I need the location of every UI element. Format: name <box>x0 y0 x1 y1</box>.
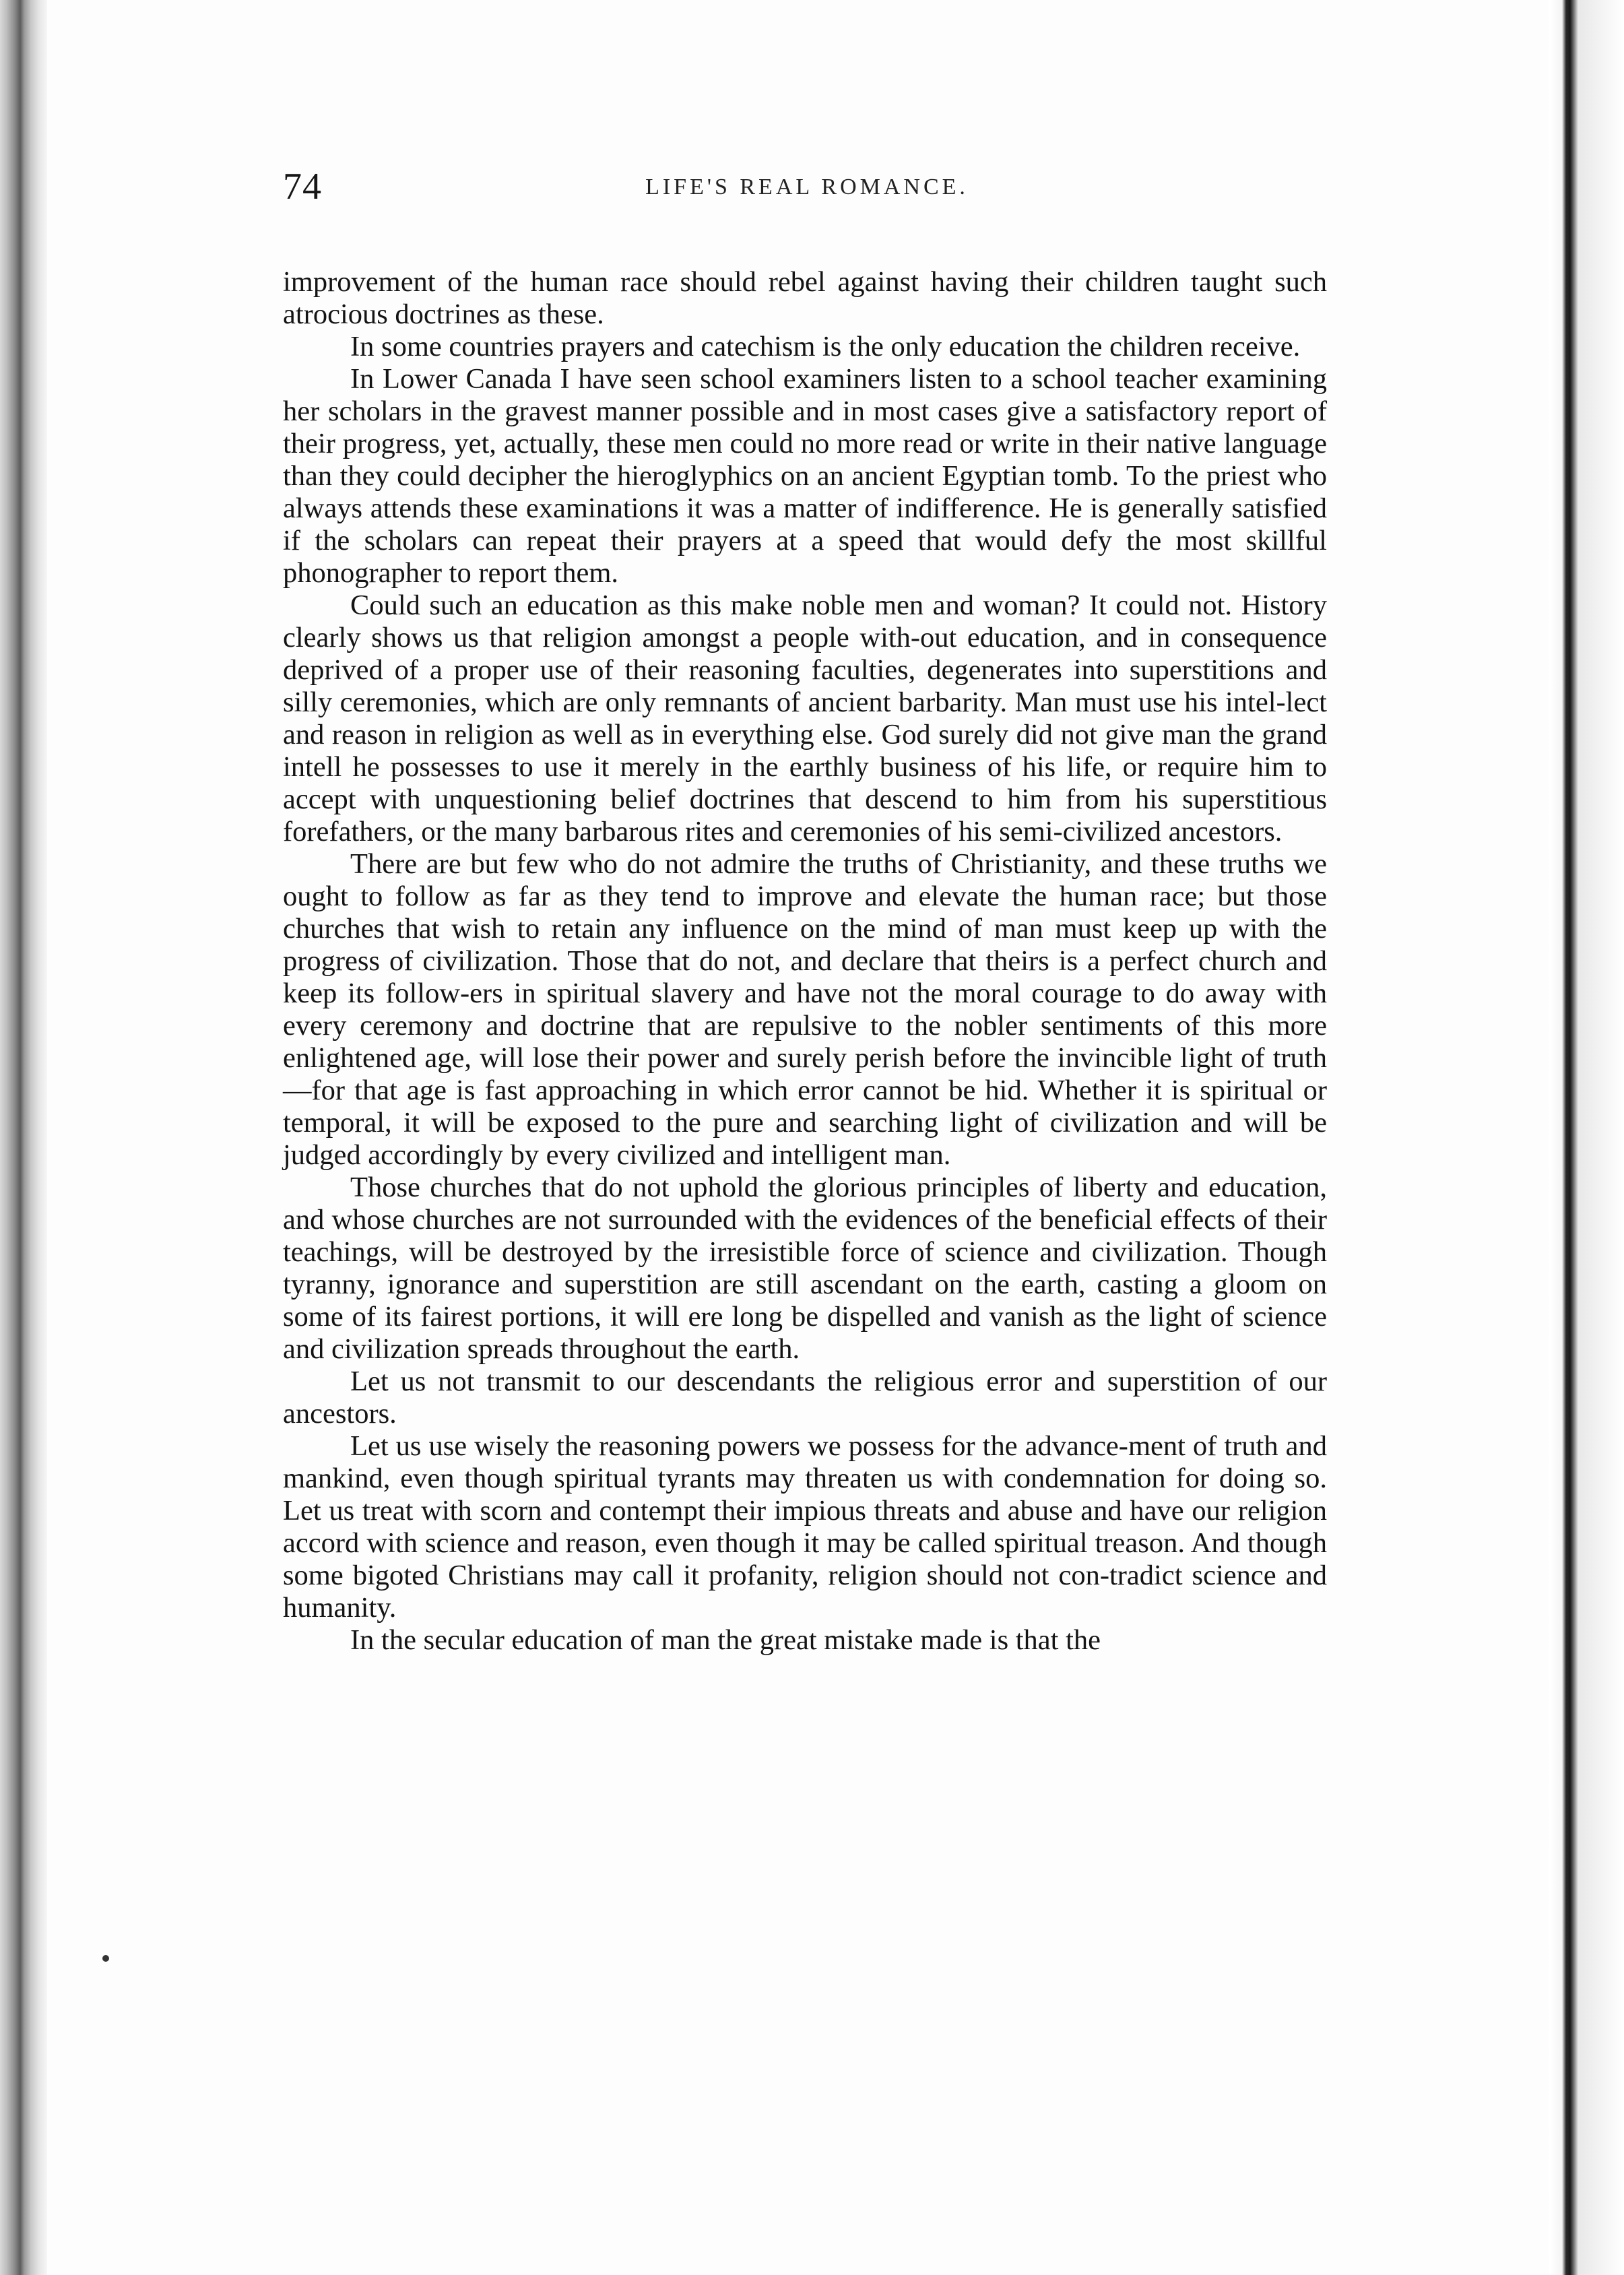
body-text <box>283 266 1327 1657</box>
right-binding-edge <box>1550 0 1624 2275</box>
paragraph: Could such an education as this make noble men and woman? It could not. History clearly shows us that religion amongst a people with-out education, and in consequence deprived of a proper use of their reasoning faculties, degenerates into superstitions and silly ceremonies, which are only remnants of ancient barbarity. Man must use his intel-lect and reason in religion as well as in everything else. God surely did not give man the grand intell he possesses to use it merely in the earthly business of his life, or require him to accept with unquestioning belief doctrines that descend to him from his superstitious forefathers, or the many barbarous rites and ceremonies of his semi-civilized ancestors. <box>283 589 1327 847</box>
page-number: 74 <box>283 166 322 207</box>
left-binding-edge <box>0 0 47 2275</box>
paragraph: improvement of the human race should rebel against having their children taught such atrocious doctrines as these. <box>283 266 1327 330</box>
paragraph: Let us not transmit to our descendants the religious error and superstition of our ancestors. <box>283 1366 1327 1430</box>
paragraph: Those churches that do not uphold the glorious principles of liberty and education, and whose churches are not surrounded with the evidences of the beneficial effects of their teachings, will be destroyed by the irresistible force of science and civilization. Though tyranny, ignorance and superstition are still ascendant on the earth, casting a gloom on some of its fairest portions, it will ere long be dispelled and vanish as the light of science and civilization spreads throughout the earth. <box>283 1172 1327 1365</box>
running-head: LIFE'S REAL ROMANCE. <box>645 174 969 199</box>
paragraph: In Lower Canada I have seen school examiners listen to a school teacher examining her scholars in the gravest manner possible and in most cases give a satisfactory report of their progress, yet, actually, these men could no more read or write in their native language than they could decipher the hieroglyphics on an ancient Egyptian tomb. To the priest who always attends these examinations it was a matter of indifference. He is generally satisfied if the scholars can repeat their prayers at a speed that would defy the most skillful phonographer to report them. <box>283 363 1327 589</box>
paragraph: There are but few who do not admire the truths of Christianity, and these truths we ought to follow as far as they tend to improve and elevate the human race; but those churches that wish to retain any influence on the mind of man must keep up with the progress of civilization. Those that do not, and declare that theirs is a perfect church and keep its follow-ers in spiritual slavery and have not the moral courage to do away with every ceremony and doctrine that are repulsive to the nobler sentiments of this more enlightened age, will lose their power and surely perish before the invincible light of truth—for that age is fast approaching in which error cannot be hid. Whether it is spiritual or temporal, it will be exposed to the pure and searching light of civilization and will be judged accordingly by every civilized and intelligent man. <box>283 848 1327 1171</box>
page-header <box>283 165 1331 212</box>
ink-speck <box>102 1955 109 1962</box>
paragraph: In the secular education of man the great mistake made is that the <box>350 1624 1101 1656</box>
paragraph: In some countries prayers and catechism is the only education the children receive. <box>350 331 1301 362</box>
paragraph: Let us use wisely the reasoning powers we possess for the advance-ment of truth and mankind, even though spiritual tyrants may threaten us with condemnation for doing so. Let us treat with scorn and contempt their impious threats and abuse and have our religion accord with science and reason, even though it may be called spiritual treason. And though some bigoted Christians may call it profanity, religion should not con-tradict science and humanity. <box>283 1430 1327 1624</box>
